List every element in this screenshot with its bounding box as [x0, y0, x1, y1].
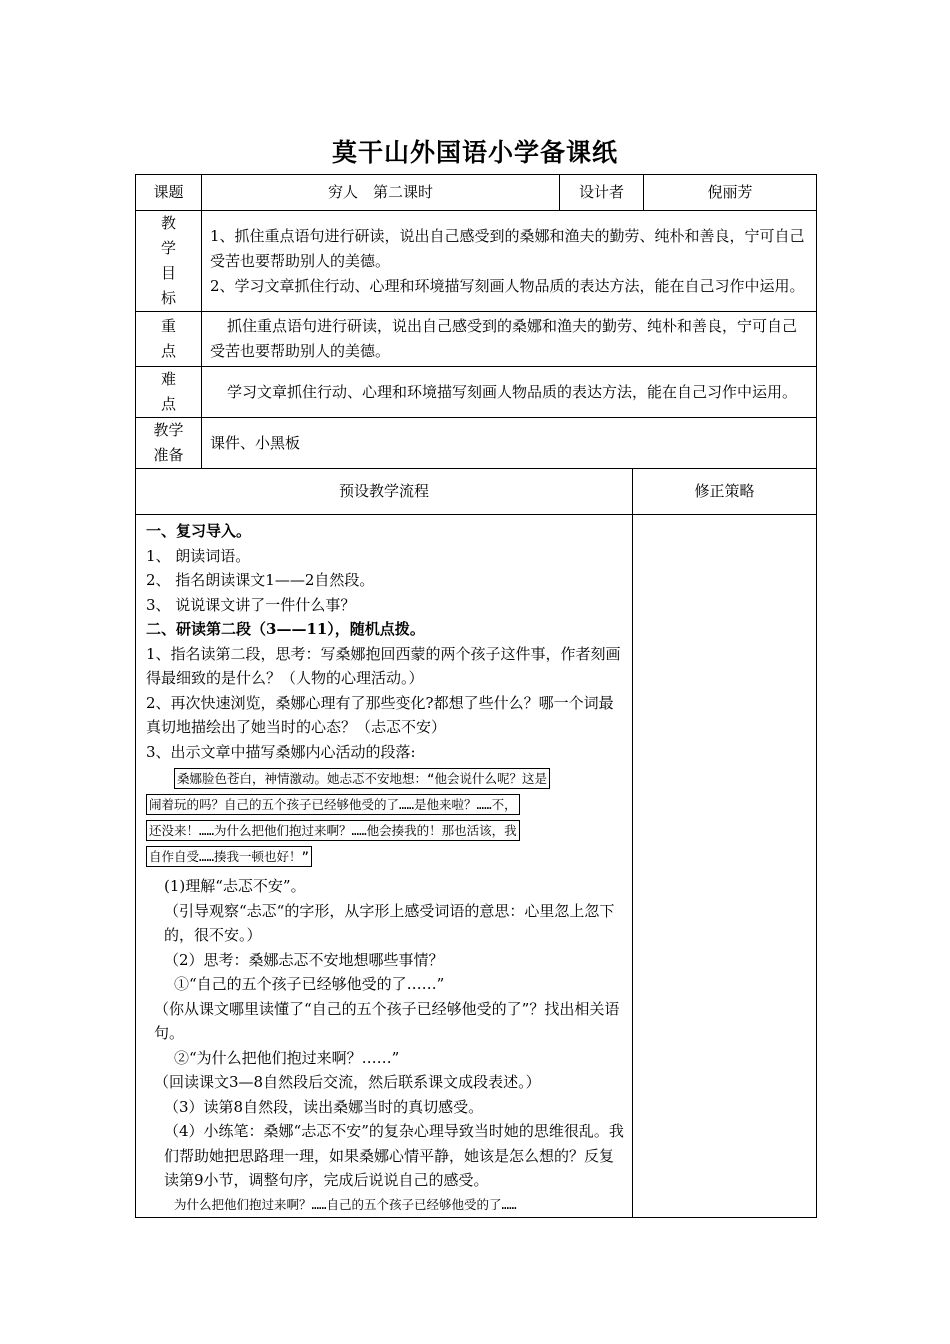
quote-line: 还没来！……为什么把他们抱过来啊？……他会揍我的！那也活该，我: [146, 820, 520, 841]
quoted-passage: [146, 766, 626, 870]
designer-value: 倪丽芳: [644, 175, 817, 211]
rearranged-sentence: 为什么把他们抱过来啊？……自己的五个孩子已经够他受的了……: [174, 1196, 517, 1212]
paragraph: ①“自己的五个孩子已经够他受的了……”: [174, 975, 445, 993]
goals-content: [202, 211, 817, 312]
key-point-content: 抓住重点语句进行研读，说出自己感受到的桑娜和渔夫的勤劳、纯朴和善良，宁可自己受苦也要帮助别人的美德。: [202, 312, 817, 367]
difficulty-content: 学习文章抓住行动、心理和环境描写刻画人物品质的表达方法，能在自己习作中运用。: [202, 367, 817, 418]
process-content: [136, 515, 633, 1218]
paragraph: 3、出示文章中描写桑娜内心活动的段落:: [146, 742, 416, 761]
list-item: 3、 说说课文讲了一件什么事？: [146, 595, 356, 614]
goal-item: 1、抓住重点语句进行研读，说出自己感受到的桑娜和渔夫的勤劳、纯朴和善良，宁可自己受苦也要帮助别人的美德。: [210, 226, 805, 270]
topic-label: 课题: [136, 175, 202, 211]
section-heading: 二、研读第二段（3——11），随机点拨。: [146, 620, 425, 638]
prep-content: 课件、小黑板: [202, 418, 817, 469]
list-item: 1、 朗读词语。: [146, 546, 251, 565]
page-title: 莫干山外国语小学备课纸: [331, 138, 618, 167]
paragraph: （4）小练笔：桑娜“忐忑不安”的复杂心理导致当时她的思维很乱。我们帮助她把思路理一理，如果桑娜心情平静，她该是怎么想的？反复读第9小节，调整句序，完成后说说自己的感受。: [164, 1122, 624, 1189]
paragraph: 1、指名读第二段，思考：写桑娜抱回西蒙的两个孩子这件事，作者刻画得最细致的是什么？（人物的心理活动。）: [146, 644, 621, 687]
paragraph: （你从课文哪里读懂了“自己的五个孩子已经够他受的了”？找出相关语句。: [154, 999, 620, 1042]
revision-column-header: 修正策略: [633, 469, 817, 515]
goals-label: 教 学 目 标: [136, 211, 202, 312]
lesson-plan-table: [135, 174, 817, 1218]
paragraph: （回读课文3—8自然段后交流，然后联系课文成段表述。）: [154, 1073, 541, 1091]
paragraph: (1)理解“忐忑不安”。: [164, 877, 306, 895]
paragraph: （引导观察“忐忑“的字形，从字形上感受词语的意思：心里忽上忽下的，很不安。）: [164, 901, 615, 944]
paragraph: 2、再次快速浏览，桑娜心理有了那些变化?都想了些什么？哪一个词最真切地描绘出了她当时的心态？（忐忑不安）: [146, 693, 614, 736]
paragraph: ②“为什么把他们抱过来啊？……”: [174, 1048, 400, 1067]
list-item: 2、 指名朗读课文1——2自然段。: [146, 571, 375, 589]
prep-label: 教学 准备: [136, 418, 202, 469]
paragraph: （2）思考：桑娜忐忑不安地想哪些事情？: [164, 950, 444, 969]
revision-content: [633, 515, 817, 1218]
paragraph: （3）读第8自然段，读出桑娜当时的真切感受。: [164, 1097, 484, 1116]
section-heading: 一、复习导入。: [146, 522, 252, 540]
difficulty-label: 难 点: [136, 367, 202, 418]
key-point-label: 重 点: [136, 312, 202, 367]
designer-label: 设计者: [560, 175, 644, 211]
quote-line: 自作自受……揍我一顿也好！”: [146, 846, 312, 867]
quote-line: 闹着玩的吗？自己的五个孩子已经够他受的了……是他来啦？……不，: [146, 794, 520, 815]
goal-item: 2、学习文章抓住行动、心理和环境描写刻画人物品质的表达方法，能在自己习作中运用。: [210, 276, 805, 295]
topic-value: 穷人 第二课时: [202, 175, 560, 211]
process-column-header: 预设教学流程: [136, 469, 633, 515]
quote-line: 桑娜脸色苍白，神情激动。她忐忑不安地想：“他会说什么呢？这是: [174, 768, 550, 789]
